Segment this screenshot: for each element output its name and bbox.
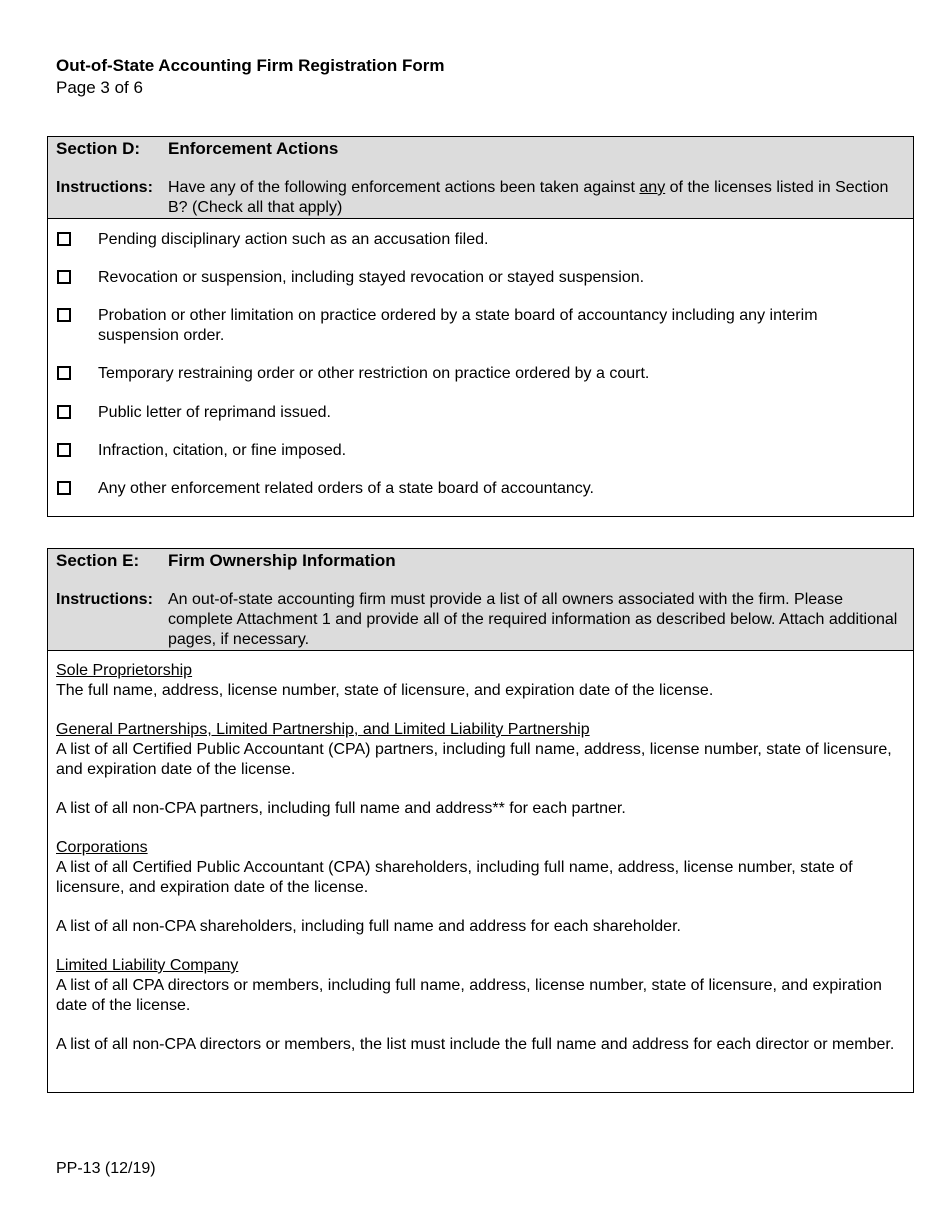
checkbox-pending-disciplinary[interactable] bbox=[57, 232, 71, 246]
sole-proprietorship-text: The full name, address, license number, state of licensure, and expiration date of the license. bbox=[56, 682, 714, 699]
checkbox-public-reprimand[interactable] bbox=[57, 405, 71, 419]
section-e-instructions: An out-of-state accounting firm must provide a list of all owners associated with the firm. Please complete Attachment 1 and provide all of the required information as described below. Attach additional pages, if necessary. bbox=[168, 591, 898, 648]
checkbox-other-enforcement[interactable] bbox=[57, 481, 71, 495]
checkbox-infraction-citation[interactable] bbox=[57, 443, 71, 457]
check-label: Any other enforcement related orders of a state board of accountancy. bbox=[98, 480, 594, 497]
section-d-header bbox=[48, 137, 913, 219]
corporations-heading: Corporations bbox=[56, 839, 148, 856]
section-e-firm-ownership bbox=[47, 548, 914, 1093]
instructions-text-after: of the licenses listed in Section B? (Check all that apply) bbox=[168, 179, 889, 216]
partnerships-cpa-text: A list of all Certified Public Accountant (CPA) partners, including full name, address, license number, state of licensure, and expiration date of the license. bbox=[56, 741, 892, 778]
instructions-emphasis: any bbox=[639, 179, 666, 196]
section-e-title: Firm Ownership Information bbox=[168, 551, 396, 570]
check-label: Temporary restraining order or other restriction on practice ordered by a court. bbox=[98, 365, 650, 382]
section-d-instructions-label: Instructions: bbox=[56, 179, 153, 196]
partnerships-non-cpa-text: A list of all non-CPA partners, including full name and address** for each partner. bbox=[56, 800, 626, 817]
checkbox-probation[interactable] bbox=[57, 308, 71, 322]
checkbox-restraining-order[interactable] bbox=[57, 366, 71, 380]
corporations-non-cpa-text: A list of all non-CPA shareholders, including full name and address for each shareholder. bbox=[56, 918, 681, 935]
partnerships-heading: General Partnerships, Limited Partnership, and Limited Liability Partnership bbox=[56, 721, 590, 738]
check-label: Pending disciplinary action such as an accusation filed. bbox=[98, 231, 489, 248]
check-label: Infraction, citation, or fine imposed. bbox=[98, 442, 347, 459]
section-d-instructions bbox=[168, 178, 903, 218]
section-e-label: Section E: bbox=[56, 551, 140, 570]
instructions-text-before: Have any of the following enforcement actions been taken against bbox=[168, 179, 640, 196]
form-code: PP-13 (12/19) bbox=[56, 1160, 156, 1177]
check-label: Revocation or suspension, including stayed revocation or stayed suspension. bbox=[98, 269, 645, 286]
llc-non-cpa-text: A list of all non-CPA directors or members, the list must include the full name and address for each director or member. bbox=[56, 1036, 895, 1053]
section-e-body bbox=[48, 651, 913, 1055]
section-e-instructions-label: Instructions: bbox=[56, 591, 153, 608]
document-title: Out-of-State Accounting Firm Registration Form bbox=[56, 56, 445, 75]
checkbox-revocation-suspension[interactable] bbox=[57, 270, 71, 284]
page-number: Page 3 of 6 bbox=[56, 78, 143, 97]
check-label: Probation or other limitation on practice ordered by a state board of accountancy including any interim suspension order. bbox=[98, 307, 818, 344]
section-e-header bbox=[48, 549, 913, 651]
section-d-title: Enforcement Actions bbox=[168, 139, 339, 158]
llc-heading: Limited Liability Company bbox=[56, 957, 239, 974]
sole-proprietorship-heading: Sole Proprietorship bbox=[56, 662, 193, 679]
check-label: Public letter of reprimand issued. bbox=[98, 404, 331, 421]
llc-cpa-text: A list of all CPA directors or members, including full name, address, license number, state of licensure, and expiration date of the license. bbox=[56, 977, 882, 1014]
section-d-label: Section D: bbox=[56, 139, 141, 158]
corporations-cpa-text: A list of all Certified Public Accountant (CPA) shareholders, including full name, address, license number, state of licensure, and expiration date of the license. bbox=[56, 859, 853, 896]
section-d-enforcement-actions bbox=[47, 136, 914, 517]
